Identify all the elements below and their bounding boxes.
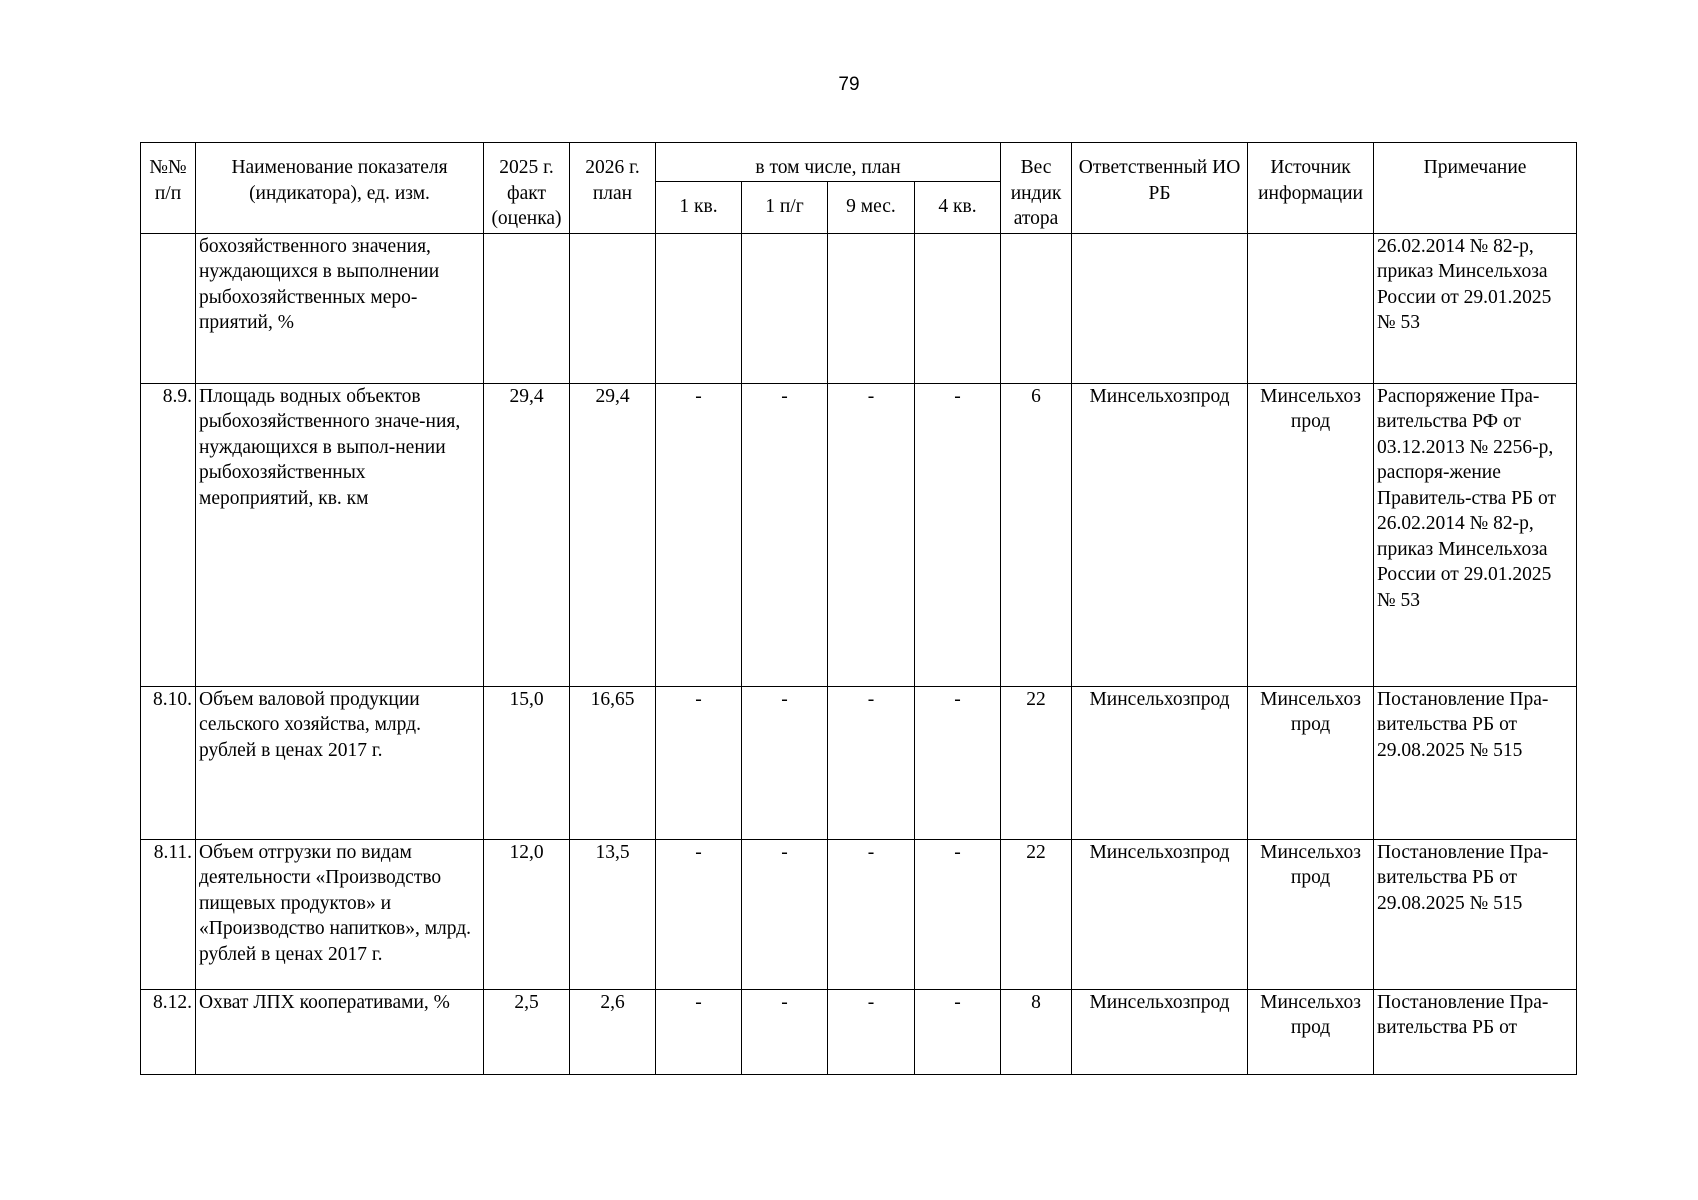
cell-q4: - bbox=[915, 686, 1001, 839]
cell-q1: - bbox=[656, 686, 742, 839]
indicators-table bbox=[140, 142, 1577, 1075]
table-row bbox=[141, 839, 1577, 989]
cell-source: Минсельхоз прод bbox=[1248, 839, 1374, 989]
cell-source bbox=[1248, 233, 1374, 383]
cell-name: Объем валовой продукции сельского хозяйства, млрд. рублей в ценах 2017 г. bbox=[196, 686, 484, 839]
header-plan-2026: 2026 г. план bbox=[570, 143, 656, 234]
cell-plan bbox=[570, 233, 656, 383]
cell-plan: 29,4 bbox=[570, 383, 656, 686]
cell-num bbox=[141, 233, 196, 383]
cell-fact: 12,0 bbox=[484, 839, 570, 989]
page-number: 79 bbox=[838, 74, 860, 95]
cell-fact: 15,0 bbox=[484, 686, 570, 839]
cell-num: 8.10. bbox=[141, 686, 196, 839]
table-row bbox=[141, 989, 1577, 1074]
cell-name: Охват ЛПХ кооперативами, % bbox=[196, 989, 484, 1074]
cell-plan: 13,5 bbox=[570, 839, 656, 989]
table-header bbox=[141, 143, 1577, 234]
cell-q4: - bbox=[915, 383, 1001, 686]
cell-plan: 16,65 bbox=[570, 686, 656, 839]
cell-name: Площадь водных объектов рыбохозяйственного значе-ния, нуждающихся в выпол-нении рыбохозяйственных мероприятий, кв. км bbox=[196, 383, 484, 686]
cell-note: 26.02.2014 № 82-р, приказ Минсельхоза России от 29.01.2025 № 53 bbox=[1374, 233, 1577, 383]
cell-note: Постановление Пра-вительства РБ от 29.08.2025 № 515 bbox=[1374, 839, 1577, 989]
cell-responsible: Минсельхозпрод bbox=[1072, 383, 1248, 686]
cell-source: Минсельхоз прод bbox=[1248, 383, 1374, 686]
cell-num: 8.12. bbox=[141, 989, 196, 1074]
header-responsible: Ответственный ИО РБ bbox=[1072, 143, 1248, 234]
cell-note: Постановление Пра-вительства РБ от bbox=[1374, 989, 1577, 1074]
table-row bbox=[141, 383, 1577, 686]
cell-note: Постановление Пра-вительства РБ от 29.08.2025 № 515 bbox=[1374, 686, 1577, 839]
cell-responsible: Минсельхозпрод bbox=[1072, 686, 1248, 839]
cell-source: Минсельхоз прод bbox=[1248, 686, 1374, 839]
cell-h1: - bbox=[742, 383, 828, 686]
cell-weight bbox=[1001, 233, 1072, 383]
header-weight: Вес индик атора bbox=[1001, 143, 1072, 234]
cell-responsible bbox=[1072, 233, 1248, 383]
header-in-plan: в том числе, план bbox=[656, 143, 1001, 182]
cell-q1: - bbox=[656, 989, 742, 1074]
cell-h1: - bbox=[742, 989, 828, 1074]
header-note: Примечание bbox=[1374, 143, 1577, 234]
header-9m: 9 мес. bbox=[828, 181, 915, 233]
cell-weight: 8 bbox=[1001, 989, 1072, 1074]
cell-q1: - bbox=[656, 383, 742, 686]
cell-weight: 6 bbox=[1001, 383, 1072, 686]
cell-name: бохозяйственного значения, нуждающихся в выполнении рыбохозяйственных меро-приятий, % bbox=[196, 233, 484, 383]
cell-weight: 22 bbox=[1001, 839, 1072, 989]
cell-9m: - bbox=[828, 383, 915, 686]
header-q1: 1 кв. bbox=[656, 181, 742, 233]
cell-q4: - bbox=[915, 989, 1001, 1074]
cell-num: 8.9. bbox=[141, 383, 196, 686]
cell-source: Минсельхоз прод bbox=[1248, 989, 1374, 1074]
cell-q1 bbox=[656, 233, 742, 383]
header-h1: 1 п/г bbox=[742, 181, 828, 233]
cell-q4: - bbox=[915, 839, 1001, 989]
cell-q1: - bbox=[656, 839, 742, 989]
cell-responsible: Минсельхозпрод bbox=[1072, 989, 1248, 1074]
table-row bbox=[141, 686, 1577, 839]
cell-h1: - bbox=[742, 686, 828, 839]
cell-9m: - bbox=[828, 989, 915, 1074]
header-source: Источник информации bbox=[1248, 143, 1374, 234]
cell-9m bbox=[828, 233, 915, 383]
cell-9m: - bbox=[828, 839, 915, 989]
cell-name: Объем отгрузки по видам деятельности «Производство пищевых продуктов» и «Производство напитков», млрд. рублей в ценах 2017 г. bbox=[196, 839, 484, 989]
header-fact-2025: 2025 г. факт (оценка) bbox=[484, 143, 570, 234]
cell-weight: 22 bbox=[1001, 686, 1072, 839]
table-row bbox=[141, 233, 1577, 383]
header-num: №№ п/п bbox=[141, 143, 196, 234]
cell-fact bbox=[484, 233, 570, 383]
cell-h1 bbox=[742, 233, 828, 383]
cell-h1: - bbox=[742, 839, 828, 989]
header-q4: 4 кв. bbox=[915, 181, 1001, 233]
cell-fact: 29,4 bbox=[484, 383, 570, 686]
cell-q4 bbox=[915, 233, 1001, 383]
cell-plan: 2,6 bbox=[570, 989, 656, 1074]
cell-responsible: Минсельхозпрод bbox=[1072, 839, 1248, 989]
header-name: Наименование показателя (индикатора), ед. изм. bbox=[196, 143, 484, 234]
cell-9m: - bbox=[828, 686, 915, 839]
cell-num: 8.11. bbox=[141, 839, 196, 989]
cell-fact: 2,5 bbox=[484, 989, 570, 1074]
cell-note: Распоряжение Пра-вительства РФ от 03.12.2013 № 2256-р, распоря-жение Правитель-ства РБ от 26.02.2014 № 82-р, приказ Минсельхоза России от 29.01.2025 № 53 bbox=[1374, 383, 1577, 686]
